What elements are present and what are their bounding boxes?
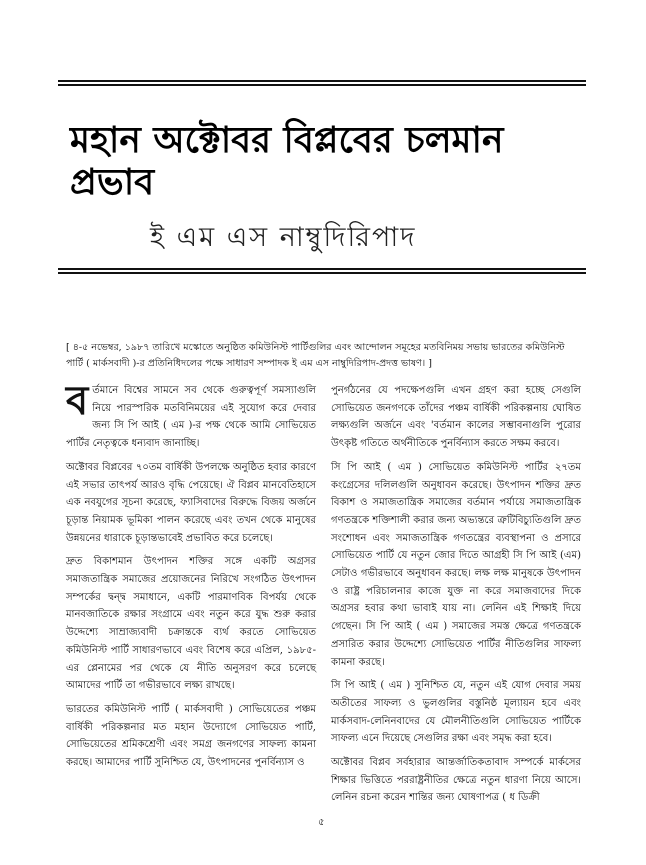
editor-note: [ ৪-৫ নভেম্বর, ১৯৮৭ তারিখে মস্কোতে অনুষ্ঠিত কমিউনিস্ট পার্টিগুলির এবং আন্দোলন সমূহের মতবিনিময় সভায় ভারতের কমিউনিস্ট পার্টি ( মার্কসবাদী )-র প্রতিনিধিদলের পক্ষে সাধারণ সম্পাদক ই এম এস নাম্বুদিরিপাদ-প্রদত্ত ভাষণ। ] bbox=[66, 342, 565, 369]
paragraph: সি পি আই ( এম ) সোভিয়েত কমিউনিস্ট পার্টির ২৭তম কংগ্রেসের দলিলগুলি অনুধাবন করেছে। উৎপাদন শক্তির দ্রুত বিকাশ ও সমাজতান্ত্রিক সমাজের বর্তমান পর্যায়ে সমাজতান্ত্রিক গণতন্ত্রকে শক্তিশালী করার জন্য অভ্যন্তরে ত্রুটিবিচ্যুতিগুলি দ্রুত সংশোধন এবং সমাজতান্ত্রিক গণতন্ত্রের ব্যবস্থাপনা ও প্রসারে সোভিয়েত পার্টি যে নতুন জোর দিতে আগ্রহী সি পি আই (এম) সেটাও গভীরভাবে অনুধাবন করছে। লক্ষ লক্ষ মানুষকে উৎপাদন ও রাষ্ট্র পরিচালনার কাজে যুক্ত না করে সমাজবাদের দিকে অগ্রসর হবার কথা ভাবাই যায় না। লেনিন এই শিক্ষাই দিয়ে গেছেন। সি পি আই ( এম ) সমাজের সমস্ত ক্ষেত্রে গণতন্ত্রকে প্রসারিত করার উদ্দেশ্যে সোভিয়েত পার্টির নীতিগুলির সাফল্য কামনা করছে। bbox=[331, 461, 581, 668]
paragraph-text: র্তমানে বিশ্বের সামনে সব থেকে গুরুত্বপূর্ণ সমস্যাগুলি নিয়ে পারস্পরিক মতবিনিময়ের এই সুযোগ করে দেবার জন্য সি পি আই ( এম )-র পক্ষ থেকে আমি সোভিয়েত পার্টির নেতৃত্বকে ধন্যবাদ জানাচ্ছি। bbox=[66, 385, 316, 450]
right-column bbox=[331, 382, 581, 813]
paragraph: পুনর্গঠনের যে পদক্ষেপগুলি এখন গ্রহণ করা হচ্ছে সেগুলি সোভিয়েত জনগণকে তাঁদের পঞ্চম বার্ষিকী পরিকল্পনায় ঘোষিত লক্ষ্যগুলি অর্জনে এবং 'বর্তমান কালের সম্ভাবনাগুলি পুরোর উৎকৃষ্ট গতিতে অর্থনীতিকে পুনর্বিন্যাস করতে সক্ষম করবে। bbox=[331, 385, 581, 450]
paragraph: অক্টোবর বিপ্লবের ৭০তম বার্ষিকী উপলক্ষে অনুষ্ঠিত হবার কারণে এই সভার তাৎপর্য আরও বৃদ্ধি পেয়েছে। ঐ বিপ্লব মানবেতিহাসে এক নবযুগের সূচনা করেছে, ফ্যাসিবাদের বিরুদ্ধে বিজয় অর্জনে চূড়ান্ত নিয়ামক ভূমিকা পালন করেছে এবং তখন থেকে মানুষের উন্নয়নের ধারাকে চূড়ান্তভাবেই প্রভাবিত করে চলেছে। bbox=[66, 461, 316, 544]
article-title: মহান অক্টোবর বিপ্লবের চলমান প্রভাব bbox=[70, 120, 504, 203]
page-number: ৫ bbox=[318, 817, 325, 828]
paragraph: সি পি আই ( এম ) সুনিশ্চিত যে, নতুন এই যোগ দেবার সময় অতীতের সাফল্য ও ভুলগুলির বস্তুনিষ্ঠ মূল্যায়ন হবে এবং মার্কসবাদ-লেনিনবাদের যে মৌলনীতিগুলি সোভিয়েত পার্টিকে সাফল্য এনে দিয়েছে সেগুলির রক্ষা এবং সমৃদ্ধ করা হবে। bbox=[331, 680, 581, 745]
paragraph: ভারতের কমিউনিস্ট পার্টি ( মার্কসবাদী ) সোভিয়েতের পঞ্চম বার্ষিকী পরিকল্পনার মত মহান উদ্যোগে সোভিয়েত পার্টি, সোভিয়েতের শ্রমিকশ্রেণী এবং সমগ্র জনগণের সাফল্য কামনা করছে। আমাদের পার্টি সুনিশ্চিত যে, উৎপাদনের পুনর্বিন্যাস ও bbox=[66, 703, 316, 769]
paragraph: দ্রুত বিকাশমান উৎপাদন শক্তির সঙ্গে একটি অগ্রসর সমাজতান্ত্রিক সমাজের প্রয়োজনের নিরিখে সংগঠিত উৎপাদন সম্পর্কের দ্বন্দ্ব সমাধানে, একটি পারমাণবিক বিপর্যয় থেকে মানবজাতিকে রক্ষার সংগ্রামে এবং নতুন করে যুদ্ধ শুরু করার উদ্দেশ্যে সাম্রাজ্যবাদী চক্রান্তকে ব্যর্থ করতে সোভিয়েত কমিউনিস্ট পার্টি সাধারণভাবে এবং বিশেষ করে এপ্রিল, ১৯৮৫-এর প্লেনামের পর থেকে যে নীতি অনুসরণ করে চলেছে আমাদের পার্টি তা গভীরভাবে লক্ষ্য রাখছে। bbox=[66, 556, 316, 692]
bottom-double-rule bbox=[58, 268, 586, 276]
left-column bbox=[66, 377, 316, 778]
top-double-rule bbox=[58, 80, 586, 88]
drop-cap: ব bbox=[66, 377, 89, 424]
article-author: ই এম এস নাম্বুদিরিপাদ bbox=[150, 222, 417, 253]
paragraph bbox=[66, 377, 316, 453]
paragraph: অক্টোবর বিপ্লব সর্বহারার আন্তর্জাতিকতাবাদ সম্পর্কে মার্কসের শিক্ষার ভিত্তিতে পররাষ্ট্রনীতির ক্ষেত্রে নতুন ধারণা নিয়ে আসে। লেনিন রচনা করেন শান্তির জন্য ঘোষণাপত্র ( ধ ডিক্রী bbox=[331, 757, 581, 804]
